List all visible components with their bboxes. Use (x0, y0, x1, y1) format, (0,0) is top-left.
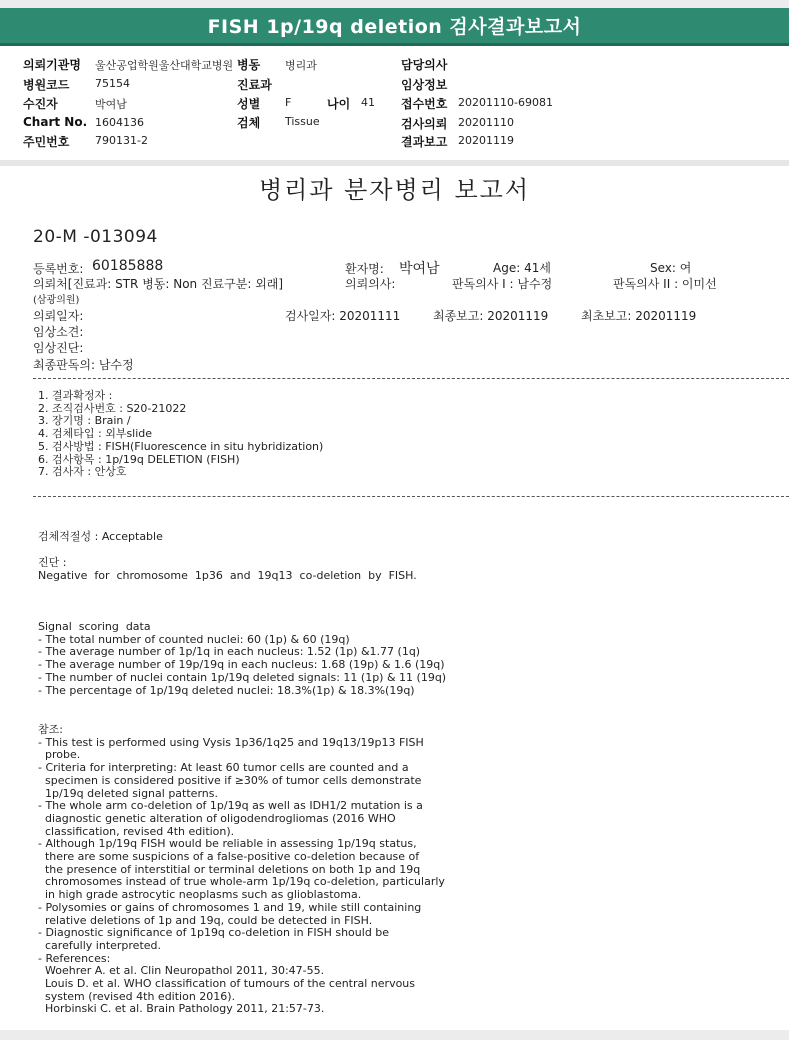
clinical-diagnosis: 임상진단: (33, 341, 84, 355)
list-item: - Diagnostic significance of 1p19q co-deletion in FISH should be (38, 926, 390, 940)
list-item: - This test is performed using Vysis 1p36/1q25 and 19q13/19p13 FISH (38, 735, 424, 749)
list-item: classification, revised 4th edition). (38, 824, 235, 838)
header-value-hospital-code: 75154 (95, 77, 130, 90)
list-item: - The number of nuclei contain 1p/19q deleted signals: 11 (1p) & 11 (19q) (38, 670, 447, 684)
final-reader: 최종판독의: 남수정 (33, 358, 134, 372)
header-label-doctor: 담당의사 (401, 58, 448, 72)
document-title: 병리과 분자병리 보고서 (258, 176, 531, 204)
list-item: relative deletions of 1p and 19q, could be detected in FISH. (38, 913, 373, 927)
list-item: - The total number of counted nuclei: 60 (1p) & 60 (19q) (38, 632, 350, 646)
divider-top (33, 378, 789, 379)
header-value-sex: F (285, 96, 292, 109)
document-number: 20-M -013094 (33, 227, 158, 247)
header-label-report-date: 결과보고 (401, 135, 448, 149)
header-value-specimen: Tissue (285, 115, 320, 128)
header-label-clinical-info: 임상정보 (401, 78, 448, 92)
divider-bottom (33, 496, 789, 497)
signal-title: Signal scoring data (38, 620, 151, 633)
header-label-hospital-code: 병원코드 (23, 78, 70, 92)
list-item: - Although 1p/19q FISH would be reliable in assessing 1p/19q status, (38, 837, 417, 851)
list-item: 7. 검사자 : 안상호 (38, 465, 127, 479)
list-item: 2. 조직검사번호 : S20-21022 (38, 401, 187, 415)
referral-info: 의뢰처[진료과: STR 병동: Non 진료구분: 외래] (33, 277, 284, 291)
header-label-sex: 성별 (237, 97, 261, 111)
header-value-institution: 울산공업학원울산대학교병원 (95, 59, 234, 72)
notes-section (38, 724, 445, 1016)
test-date: 검사일자: 20201111 (285, 309, 401, 323)
reader-1: 판독의사 I : 남수정 (452, 277, 553, 291)
top-strip (0, 0, 789, 8)
header-value-resident-no: 790131-2 (95, 134, 148, 147)
bottom-strip (0, 1030, 789, 1040)
header-label-department: 진료과 (237, 78, 272, 92)
list-item: - The average number of 19p/19q in each nucleus: 1.68 (19p) & 1.6 (19q) (38, 658, 445, 672)
list-item: Woehrer A. et al. Clin Neuropathol 2011, 30:47-55. (38, 964, 325, 978)
referral-sub: (삼광의원) (33, 295, 80, 306)
list-item: probe. (38, 748, 81, 762)
header-label-institution: 의뢰기관명 (23, 58, 81, 72)
header-label-resident-no: 주민번호 (23, 135, 70, 149)
list-item: 5. 검사방법 : FISH(Fluorescence in situ hybridization) (38, 439, 324, 453)
header-value-accession: 20201110-69081 (458, 96, 553, 109)
list-item: chromosomes instead of true whole-arm 1p/19q co-deletion, particularly (38, 875, 445, 889)
header-label-patient: 수진자 (23, 97, 58, 111)
specimen-adequacy (38, 531, 163, 544)
list-item: - The average number of 1p/1q in each nucleus: 1.52 (1p) &1.77 (1q) (38, 645, 421, 659)
list-item: - References: (38, 951, 111, 965)
signal-scoring-section (38, 621, 446, 697)
report-header (0, 46, 789, 160)
patient-name: 박여남 (399, 261, 440, 277)
list-item: - The percentage of 1p/19q deleted nuclei: 18.3%(1p) & 18.3%(19q) (38, 683, 415, 697)
header-value-ward: 병리과 (285, 59, 317, 72)
list-item: - Polysomies or gains of chromosomes 1 and 19, while still containing (38, 900, 422, 914)
request-date: 의뢰일자: (33, 309, 84, 323)
registration-label: 등록번호: (33, 262, 84, 276)
list-item: - The whole arm co-deletion of 1p/19q as well as IDH1/2 mutation is a (38, 799, 423, 813)
header-label-specimen: 검체 (237, 116, 261, 130)
list-item: in high grade astrocytic neoplasms such as glioblastoma. (38, 888, 362, 902)
header-label-ward: 병동 (237, 58, 261, 72)
report-title-bar: FISH 1p/19q deletion 검사결과보고서 (0, 8, 789, 46)
header-value-chart-no: 1604136 (95, 116, 144, 129)
section-separator (0, 160, 789, 166)
reader-2: 판독의사 II : 이미선 (613, 277, 717, 291)
header-value-request-date: 20201110 (458, 116, 514, 129)
list-item: 1. 결과확정자 : (38, 389, 113, 402)
test-items-list (38, 390, 323, 479)
list-item: diagnostic genetic alteration of oligodendrogliomas (2016 WHO (38, 811, 396, 825)
patient-age: Age: 41세 (493, 261, 551, 275)
clinical-finding: 임상소견: (33, 325, 84, 339)
list-item: the presence of interstitial or terminal deletions on both 1p and 19q (38, 862, 421, 876)
final-report-date: 최종보고: 20201119 (433, 309, 549, 323)
referring-doctor: 의뢰의사: (345, 277, 396, 291)
diagnosis-label: 진단 : (38, 556, 67, 569)
list-item: Louis D. et al. WHO classification of tumours of the central nervous (38, 977, 416, 991)
diagnosis-text: Negative for chromosome 1p36 and 19q13 co-deletion by FISH. (38, 568, 417, 582)
registration-number: 60185888 (92, 258, 164, 274)
list-item: carefully interpreted. (38, 938, 162, 952)
list-item: 1p/19q deleted signal patterns. (38, 786, 218, 800)
first-report-date: 최초보고: 20201119 (581, 309, 697, 323)
header-label-accession: 접수번호 (401, 97, 448, 111)
header-label-age: 나이 (327, 97, 351, 111)
adequacy-text: 검체적절성 : Acceptable (38, 530, 163, 543)
list-item: specimen is considered positive if ≥30% of tumor cells demonstrate (38, 773, 422, 787)
list-item: system (revised 4th edition 2016). (38, 989, 236, 1003)
list-item: there are some suspicions of a false-positive co-deletion because of (38, 850, 420, 864)
list-item: - Criteria for interpreting: At least 60 tumor cells are counted and a (38, 761, 409, 775)
notes-title: 참조: (38, 723, 63, 736)
header-value-patient: 박여남 (95, 98, 127, 111)
header-value-report-date: 20201119 (458, 134, 514, 147)
list-item: Horbinski C. et al. Brain Pathology 2011, 21:57-73. (38, 1002, 325, 1016)
list-item: 3. 장기명 : Brain / (38, 414, 131, 428)
header-value-age: 41 (361, 96, 375, 109)
patient-sex: Sex: 여 (650, 261, 692, 275)
header-label-request-date: 검사의뢰 (401, 117, 448, 131)
list-item: 6. 검사항목 : 1p/19q DELETION (FISH) (38, 452, 240, 466)
header-label-chart-no: Chart No. (23, 115, 88, 129)
diagnosis-section (38, 557, 417, 582)
list-item: 4. 검체타입 : 외부slide (38, 427, 153, 441)
patient-name-label: 환자명: (345, 262, 384, 276)
